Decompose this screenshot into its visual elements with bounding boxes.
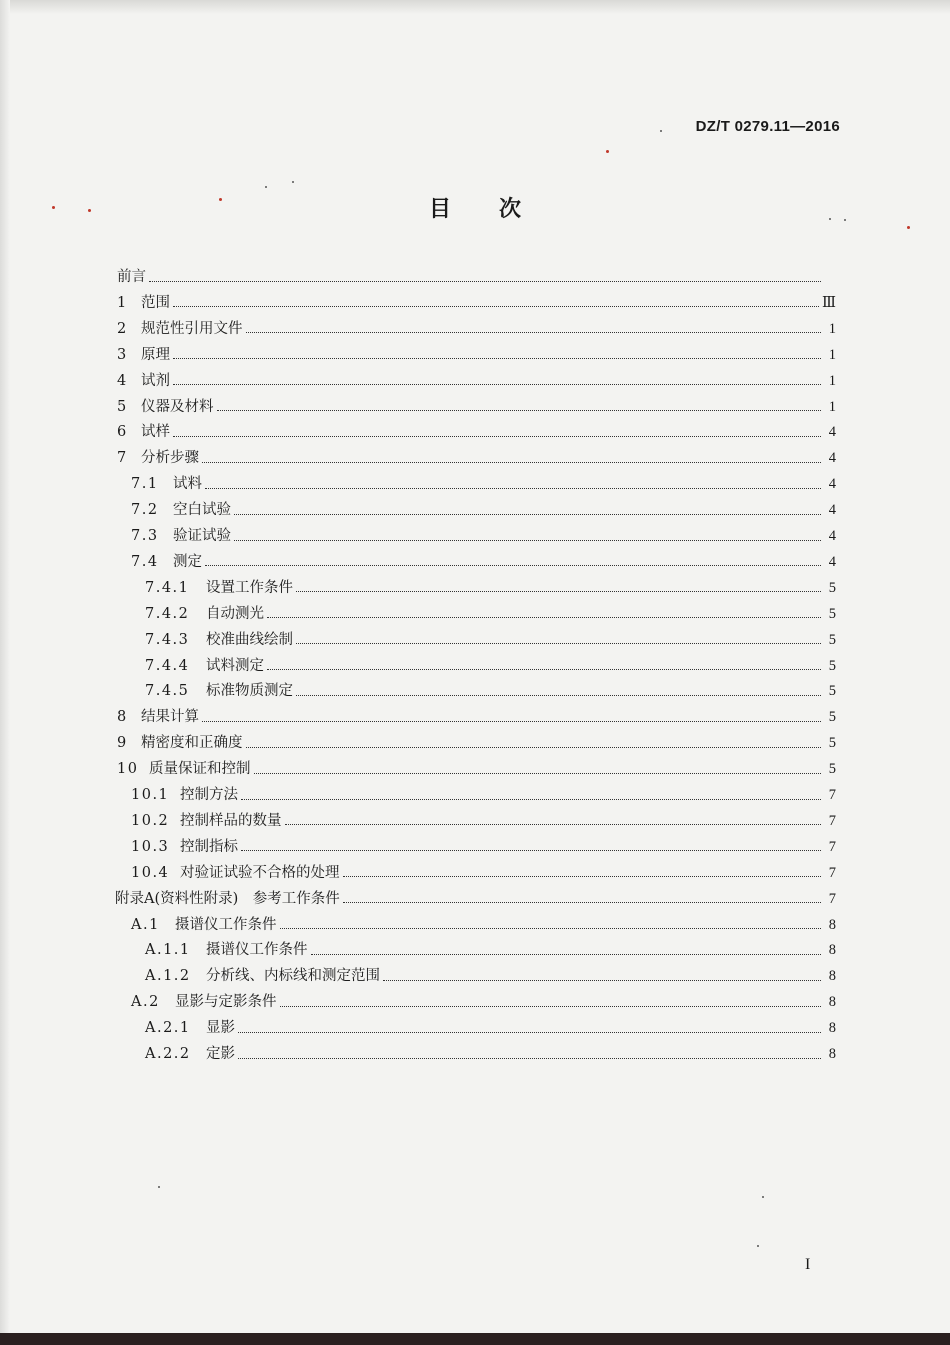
- toc-dot-leader: [296, 643, 821, 644]
- toc-dot-leader: [173, 306, 819, 307]
- toc-entry-number: 7.2: [131, 502, 159, 519]
- toc-entry-title: 控制样品的数量: [180, 812, 282, 829]
- toc-entry-title: 控制方法: [180, 787, 238, 803]
- toc-entry-title: 前言: [117, 269, 146, 285]
- toc-entry-title: 控制指标: [180, 838, 238, 855]
- toc-entry-title: 试料: [173, 476, 202, 493]
- toc-entry[interactable]: [131, 550, 836, 574]
- toc-dot-leader: [238, 1058, 821, 1059]
- toc-entry-title: 试样: [141, 424, 170, 441]
- toc-entry-title: 结果计算: [141, 709, 199, 726]
- toc-dot-leader: [241, 799, 821, 800]
- toc-entry[interactable]: [145, 1016, 836, 1040]
- toc-dot-leader: [246, 332, 822, 333]
- toc-dot-leader: [241, 850, 821, 851]
- toc-title: 目次: [428, 197, 569, 222]
- toc-entry-number: 附录A: [115, 890, 155, 907]
- toc-entry[interactable]: [131, 990, 836, 1014]
- toc-entry[interactable]: [117, 705, 836, 729]
- toc-entry-page: 8: [828, 916, 836, 933]
- toc-entry[interactable]: [145, 654, 836, 678]
- toc-entry[interactable]: [131, 472, 836, 496]
- toc-entry-number: 7.3: [131, 528, 159, 544]
- toc-dot-leader: [285, 824, 822, 825]
- toc-entry-page: 1: [828, 398, 836, 415]
- toc-entry[interactable]: [131, 524, 836, 548]
- toc-entry-page: 4: [828, 553, 836, 570]
- page-edge-shadow-top: [0, 0, 950, 14]
- toc-dot-leader: [238, 1032, 821, 1033]
- toc-entry-number: 7: [117, 450, 128, 467]
- toc-entry-title: 仪器及材料: [141, 398, 214, 415]
- toc-entry-number: 10.4: [131, 864, 170, 881]
- toc-dot-leader: [280, 928, 822, 929]
- scan-speck: [292, 181, 294, 183]
- toc-entry-page: 5: [828, 631, 836, 648]
- toc-entry[interactable]: [131, 809, 836, 833]
- toc-entry-number: A.1: [131, 916, 160, 933]
- scan-speck: [88, 209, 91, 212]
- toc-entry-title: 设置工作条件: [206, 579, 293, 596]
- toc-entry-number: 3: [117, 346, 128, 363]
- toc-entry[interactable]: [117, 420, 836, 444]
- toc-entry-number: 4: [117, 372, 128, 389]
- toc-entry-title: 摄谱仪工作条件: [175, 916, 277, 933]
- toc-entry-page: 5: [828, 735, 836, 752]
- toc-entry-title: 对验证试验不合格的处理: [180, 864, 340, 881]
- toc-dot-leader: [202, 721, 821, 722]
- toc-dot-leader: [217, 410, 822, 411]
- toc-entry-page: 5: [828, 605, 836, 622]
- toc-entry-page: 7: [828, 787, 836, 803]
- toc-entry[interactable]: [117, 265, 836, 289]
- toc-entry-title: 摄谱仪工作条件: [206, 942, 308, 959]
- toc-dot-leader: [205, 488, 821, 489]
- toc-entry[interactable]: [145, 679, 836, 703]
- toc-entry-page: 5: [828, 709, 836, 726]
- toc-entry-title: (资料性附录) 参考工作条件: [154, 890, 340, 907]
- toc-dot-leader: [296, 591, 821, 592]
- toc-entry[interactable]: [131, 913, 836, 937]
- toc-entry[interactable]: [145, 964, 836, 988]
- toc-dot-leader: [202, 462, 821, 463]
- toc-dot-leader: [246, 747, 822, 748]
- toc-entry[interactable]: [117, 343, 836, 367]
- toc-entry-page: 5: [828, 657, 836, 674]
- toc-entry-page: 5: [828, 579, 836, 596]
- toc-entry-number: 5: [117, 398, 128, 415]
- toc-dot-leader: [267, 617, 821, 618]
- scan-speck: [660, 130, 662, 132]
- scan-speck: [762, 1196, 764, 1198]
- toc-entry-number: 9: [117, 735, 128, 752]
- toc-entry-page: 7: [828, 864, 836, 881]
- toc-entry-number: 7.4.1: [145, 579, 190, 596]
- toc-entry-title: 范围: [141, 294, 170, 311]
- toc-dot-leader: [234, 514, 821, 515]
- toc-entry-title: 测定: [173, 553, 202, 570]
- toc-entry[interactable]: [131, 498, 836, 522]
- toc-entry-page: 1: [828, 372, 836, 389]
- toc-entry-title: 精密度和正确度: [141, 735, 243, 752]
- toc-entry[interactable]: [115, 887, 836, 911]
- toc-dot-leader: [267, 669, 821, 670]
- toc-entry-number: A.2.1: [145, 1020, 191, 1037]
- toc-entry-page: 4: [828, 502, 836, 519]
- toc-entry-number: 7.4.2: [145, 605, 190, 622]
- toc-entry-number: 10: [117, 761, 139, 778]
- scan-speck: [829, 218, 831, 220]
- toc-entry[interactable]: [117, 757, 836, 781]
- toc-entry-page: 8: [828, 968, 836, 985]
- toc-entry-page: 8: [828, 994, 836, 1011]
- toc-entry[interactable]: [131, 783, 836, 807]
- toc-entry-page: 8: [828, 1046, 836, 1062]
- toc-entry-title: 显影: [206, 1020, 235, 1037]
- toc-entry-title: 试剂: [141, 372, 170, 389]
- toc-dot-leader: [383, 980, 821, 981]
- toc-entry-title: 原理: [141, 346, 170, 363]
- toc-dot-leader: [205, 565, 821, 566]
- toc-entry-title: 试料测定: [206, 657, 264, 674]
- toc-entry-page: Ⅲ: [822, 294, 836, 311]
- toc-entry-number: A.2: [131, 994, 160, 1011]
- toc-dot-leader: [173, 436, 821, 437]
- toc-entry-page: 7: [828, 838, 836, 855]
- toc-entry-page: 7: [828, 812, 836, 829]
- scan-speck: [265, 186, 267, 188]
- toc-dot-leader: [296, 695, 821, 696]
- toc-dot-leader: [280, 1006, 822, 1007]
- toc-dot-leader: [234, 540, 821, 541]
- toc-entry[interactable]: [117, 731, 836, 755]
- toc-entry-page: 5: [828, 683, 836, 700]
- toc-entry[interactable]: [145, 602, 836, 626]
- toc-entry[interactable]: [145, 938, 836, 962]
- toc-entry-number: 7.4.5: [145, 683, 190, 700]
- scan-speck: [219, 198, 222, 201]
- toc-entry-number: 7.4.3: [145, 631, 190, 648]
- toc-entry-number: A.1.1: [145, 942, 191, 959]
- toc-entry[interactable]: [145, 628, 836, 652]
- toc-entry-title: 规范性引用文件: [141, 320, 243, 337]
- scan-bottom-edge: [0, 1333, 950, 1345]
- toc-dot-leader: [343, 902, 821, 903]
- toc-dot-leader: [311, 954, 822, 955]
- toc-entry-page: 1: [828, 320, 836, 337]
- toc-dot-leader: [149, 281, 821, 282]
- toc-entry-page: 8: [828, 942, 836, 959]
- toc-entry[interactable]: [117, 395, 836, 419]
- scan-speck: [158, 1186, 160, 1188]
- toc-entry-number: 7.1: [131, 476, 159, 493]
- toc-entry-page: 4: [828, 476, 836, 493]
- toc-entry[interactable]: [117, 317, 836, 341]
- toc-entry[interactable]: [131, 861, 836, 885]
- toc-entry-title: 自动测光: [206, 605, 264, 622]
- toc-entry-page: 1: [828, 346, 836, 363]
- toc-entry-page: 4: [828, 424, 836, 441]
- toc-entry-page: 8: [828, 1020, 836, 1037]
- toc-entry-title: 标准物质测定: [206, 683, 293, 700]
- toc-entry-page: 4: [828, 528, 836, 544]
- toc-entry-number: 7.4.4: [145, 657, 190, 674]
- document-code: DZ/T 0279.11—2016: [695, 118, 840, 135]
- toc-entry-number: 10.1: [131, 787, 170, 803]
- toc-entry-title: 质量保证和控制: [149, 761, 251, 778]
- toc-entry-page: 5: [828, 761, 836, 778]
- toc-entry-title: 显影与定影条件: [175, 994, 277, 1011]
- toc-entry-number: 6: [117, 424, 128, 441]
- page-number: I: [805, 1256, 811, 1273]
- toc-entry-number: 7.4: [131, 553, 159, 570]
- toc-entry-title: 空白试验: [173, 502, 231, 519]
- toc-entry-number: A.1.2: [145, 968, 191, 985]
- toc-entry[interactable]: [145, 1042, 836, 1066]
- toc-entry[interactable]: [145, 576, 836, 600]
- toc-entry-number: 8: [117, 709, 128, 726]
- scan-speck: [757, 1245, 759, 1247]
- scan-speck: [907, 226, 910, 229]
- toc-dot-leader: [173, 358, 821, 359]
- toc-entry[interactable]: [117, 446, 836, 470]
- toc-entry-number: A.2.2: [145, 1046, 191, 1062]
- toc-entry-number: 1: [117, 294, 128, 311]
- scan-speck: [52, 206, 55, 209]
- toc-entry-title: 定影: [206, 1046, 235, 1062]
- toc-entry-number: 10.3: [131, 838, 170, 855]
- toc-entry-title: 验证试验: [173, 528, 231, 544]
- toc-entry-page: 7: [828, 890, 836, 907]
- toc-dot-leader: [343, 876, 822, 877]
- toc-entry-number: 2: [117, 320, 128, 337]
- toc-entry[interactable]: [117, 369, 836, 393]
- toc-entry-title: 校准曲线绘制: [206, 631, 293, 648]
- toc-entry[interactable]: [131, 835, 836, 859]
- toc-entry-number: 10.2: [131, 812, 170, 829]
- toc-dot-leader: [254, 773, 822, 774]
- toc-entry-page: 4: [828, 450, 836, 467]
- toc-entry-title: 分析步骤: [141, 450, 199, 467]
- scan-speck: [844, 219, 846, 221]
- toc-entry[interactable]: [117, 291, 836, 315]
- scan-speck: [606, 150, 609, 153]
- toc-dot-leader: [173, 384, 821, 385]
- toc-entry-title: 分析线、内标线和测定范围: [206, 968, 380, 985]
